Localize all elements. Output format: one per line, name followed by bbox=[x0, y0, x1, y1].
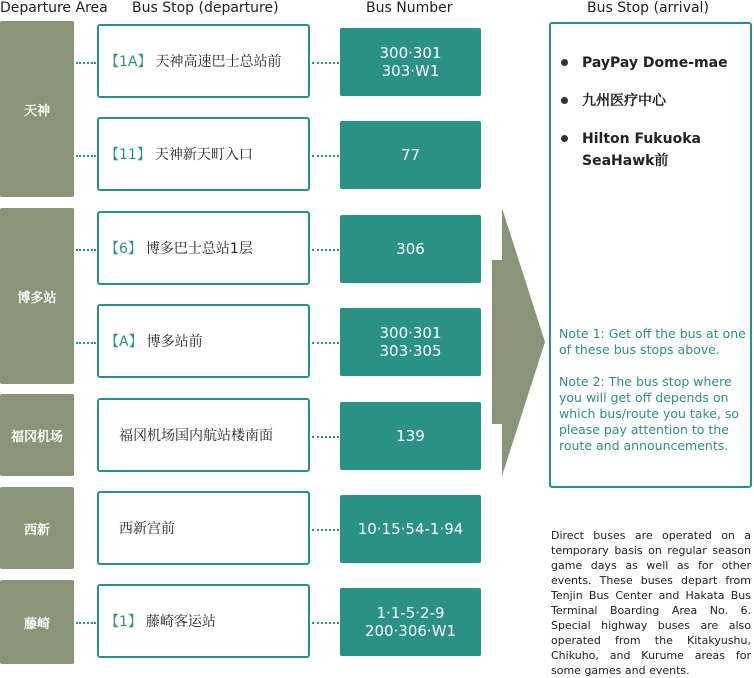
stop-box bbox=[97, 398, 310, 472]
stop-name: 藤崎客运站 bbox=[145, 614, 216, 630]
arrival-item: PayPay Dome-mae bbox=[561, 52, 728, 74]
bus-number-box bbox=[340, 495, 481, 563]
connector-dots bbox=[312, 622, 339, 624]
connector-dots bbox=[76, 342, 96, 344]
connector-dots bbox=[76, 62, 96, 64]
header-bus-stop-departure: Bus Stop (departure) bbox=[132, 0, 279, 16]
bus-number-line2: 200·306·W1 bbox=[364, 622, 457, 640]
bullet-icon bbox=[561, 135, 568, 142]
stop-code: 【1A】 bbox=[105, 54, 152, 70]
bus-number-line2: 303·W1 bbox=[381, 62, 440, 80]
bullet-icon bbox=[561, 97, 568, 104]
arrival-item: Hilton Fukuoka SeaHawk前 bbox=[561, 128, 701, 172]
stop-code: 【6】 bbox=[105, 241, 142, 257]
connector-dots bbox=[312, 342, 339, 344]
bus-number-line1: 77 bbox=[400, 146, 421, 164]
header-bus-stop-arrival: Bus Stop (arrival) bbox=[587, 0, 709, 16]
footer-note: Direct buses are operated on a temporary basis on regular season game days as well as for other events. These buses depart from Tenjin Bus Center and Hakata Bus Terminal Boarding Area No. 6. Special highway buses are also operated from the Kitakyushu, Chikuho, and Kurume areas for some games and events. bbox=[551, 529, 751, 677]
stop-name: 天神新天町入口 bbox=[154, 147, 253, 163]
stop-box bbox=[97, 211, 310, 285]
area-tenjin: 天神 bbox=[0, 21, 74, 197]
stop-code: 【1】 bbox=[105, 614, 142, 630]
area-nishijin: 西新 bbox=[0, 487, 74, 569]
stop-box bbox=[97, 584, 310, 658]
bus-number-box bbox=[340, 402, 481, 470]
connector-dots bbox=[312, 436, 339, 438]
note-2: Note 2: The bus stop where you will get off depends on which bus/route you take, so please pay attention to the route and announcements. bbox=[559, 374, 740, 453]
arrow-icon bbox=[488, 208, 548, 476]
stop-code: 【11】 bbox=[105, 147, 151, 163]
connector-dots bbox=[312, 155, 339, 157]
stop-box bbox=[97, 24, 310, 98]
connector-dots bbox=[312, 249, 339, 251]
bullet-icon bbox=[561, 59, 568, 66]
stop-name: 福冈机场国内航站楼南面 bbox=[119, 428, 273, 444]
connector-dots bbox=[76, 155, 96, 157]
connector-dots bbox=[312, 62, 339, 64]
stop-code: 【A】 bbox=[105, 334, 143, 350]
area-fukuoka-airport: 福冈机场 bbox=[0, 394, 74, 476]
area-fujisaki: 藤崎 bbox=[0, 580, 74, 664]
stop-box bbox=[97, 304, 310, 378]
bus-number-line1: 306 bbox=[396, 240, 425, 258]
arrival-item: 九州医疗中心 bbox=[561, 90, 666, 112]
bus-number-box bbox=[340, 308, 481, 376]
area-hakata-station: 博多站 bbox=[0, 208, 74, 384]
stop-name: 天神高速巴士总站前 bbox=[155, 54, 282, 70]
connector-dots bbox=[76, 249, 96, 251]
note-1: Note 1: Get off the bus at one of these bus stops above. bbox=[559, 326, 746, 357]
note-2-text: The bus stop where you will get off depends on which bus/route you take, so please pay attention to the route and announcements. bbox=[559, 374, 740, 453]
bus-number-box bbox=[340, 28, 481, 96]
bus-number-box bbox=[340, 588, 481, 656]
note-1-text: Get off the bus at one of these bus stops above. bbox=[559, 326, 746, 357]
bus-number-line1: 10·15·54-1·94 bbox=[357, 520, 464, 538]
stop-box bbox=[97, 117, 310, 191]
stop-name: 博多巴士总站1层 bbox=[145, 241, 253, 257]
header-departure-area: Departure Area bbox=[0, 0, 108, 16]
bus-number-line1: 300·301 bbox=[379, 44, 442, 62]
bus-number-line1: 139 bbox=[396, 427, 425, 445]
connector-dots bbox=[312, 529, 339, 531]
bus-number-line1: 300·301 bbox=[379, 324, 442, 342]
stop-name: 博多站前 bbox=[146, 334, 203, 350]
bus-number-line2: 303·305 bbox=[379, 342, 442, 360]
bus-number-box bbox=[340, 215, 481, 283]
bus-number-box bbox=[340, 121, 481, 189]
stop-box bbox=[97, 491, 310, 565]
bus-number-line1: 1·1-5·2-9 bbox=[376, 604, 445, 622]
stop-name: 西新宫前 bbox=[119, 521, 175, 537]
connector-dots bbox=[76, 622, 96, 624]
arrival-panel bbox=[549, 22, 752, 488]
header-bus-number: Bus Number bbox=[366, 0, 453, 16]
